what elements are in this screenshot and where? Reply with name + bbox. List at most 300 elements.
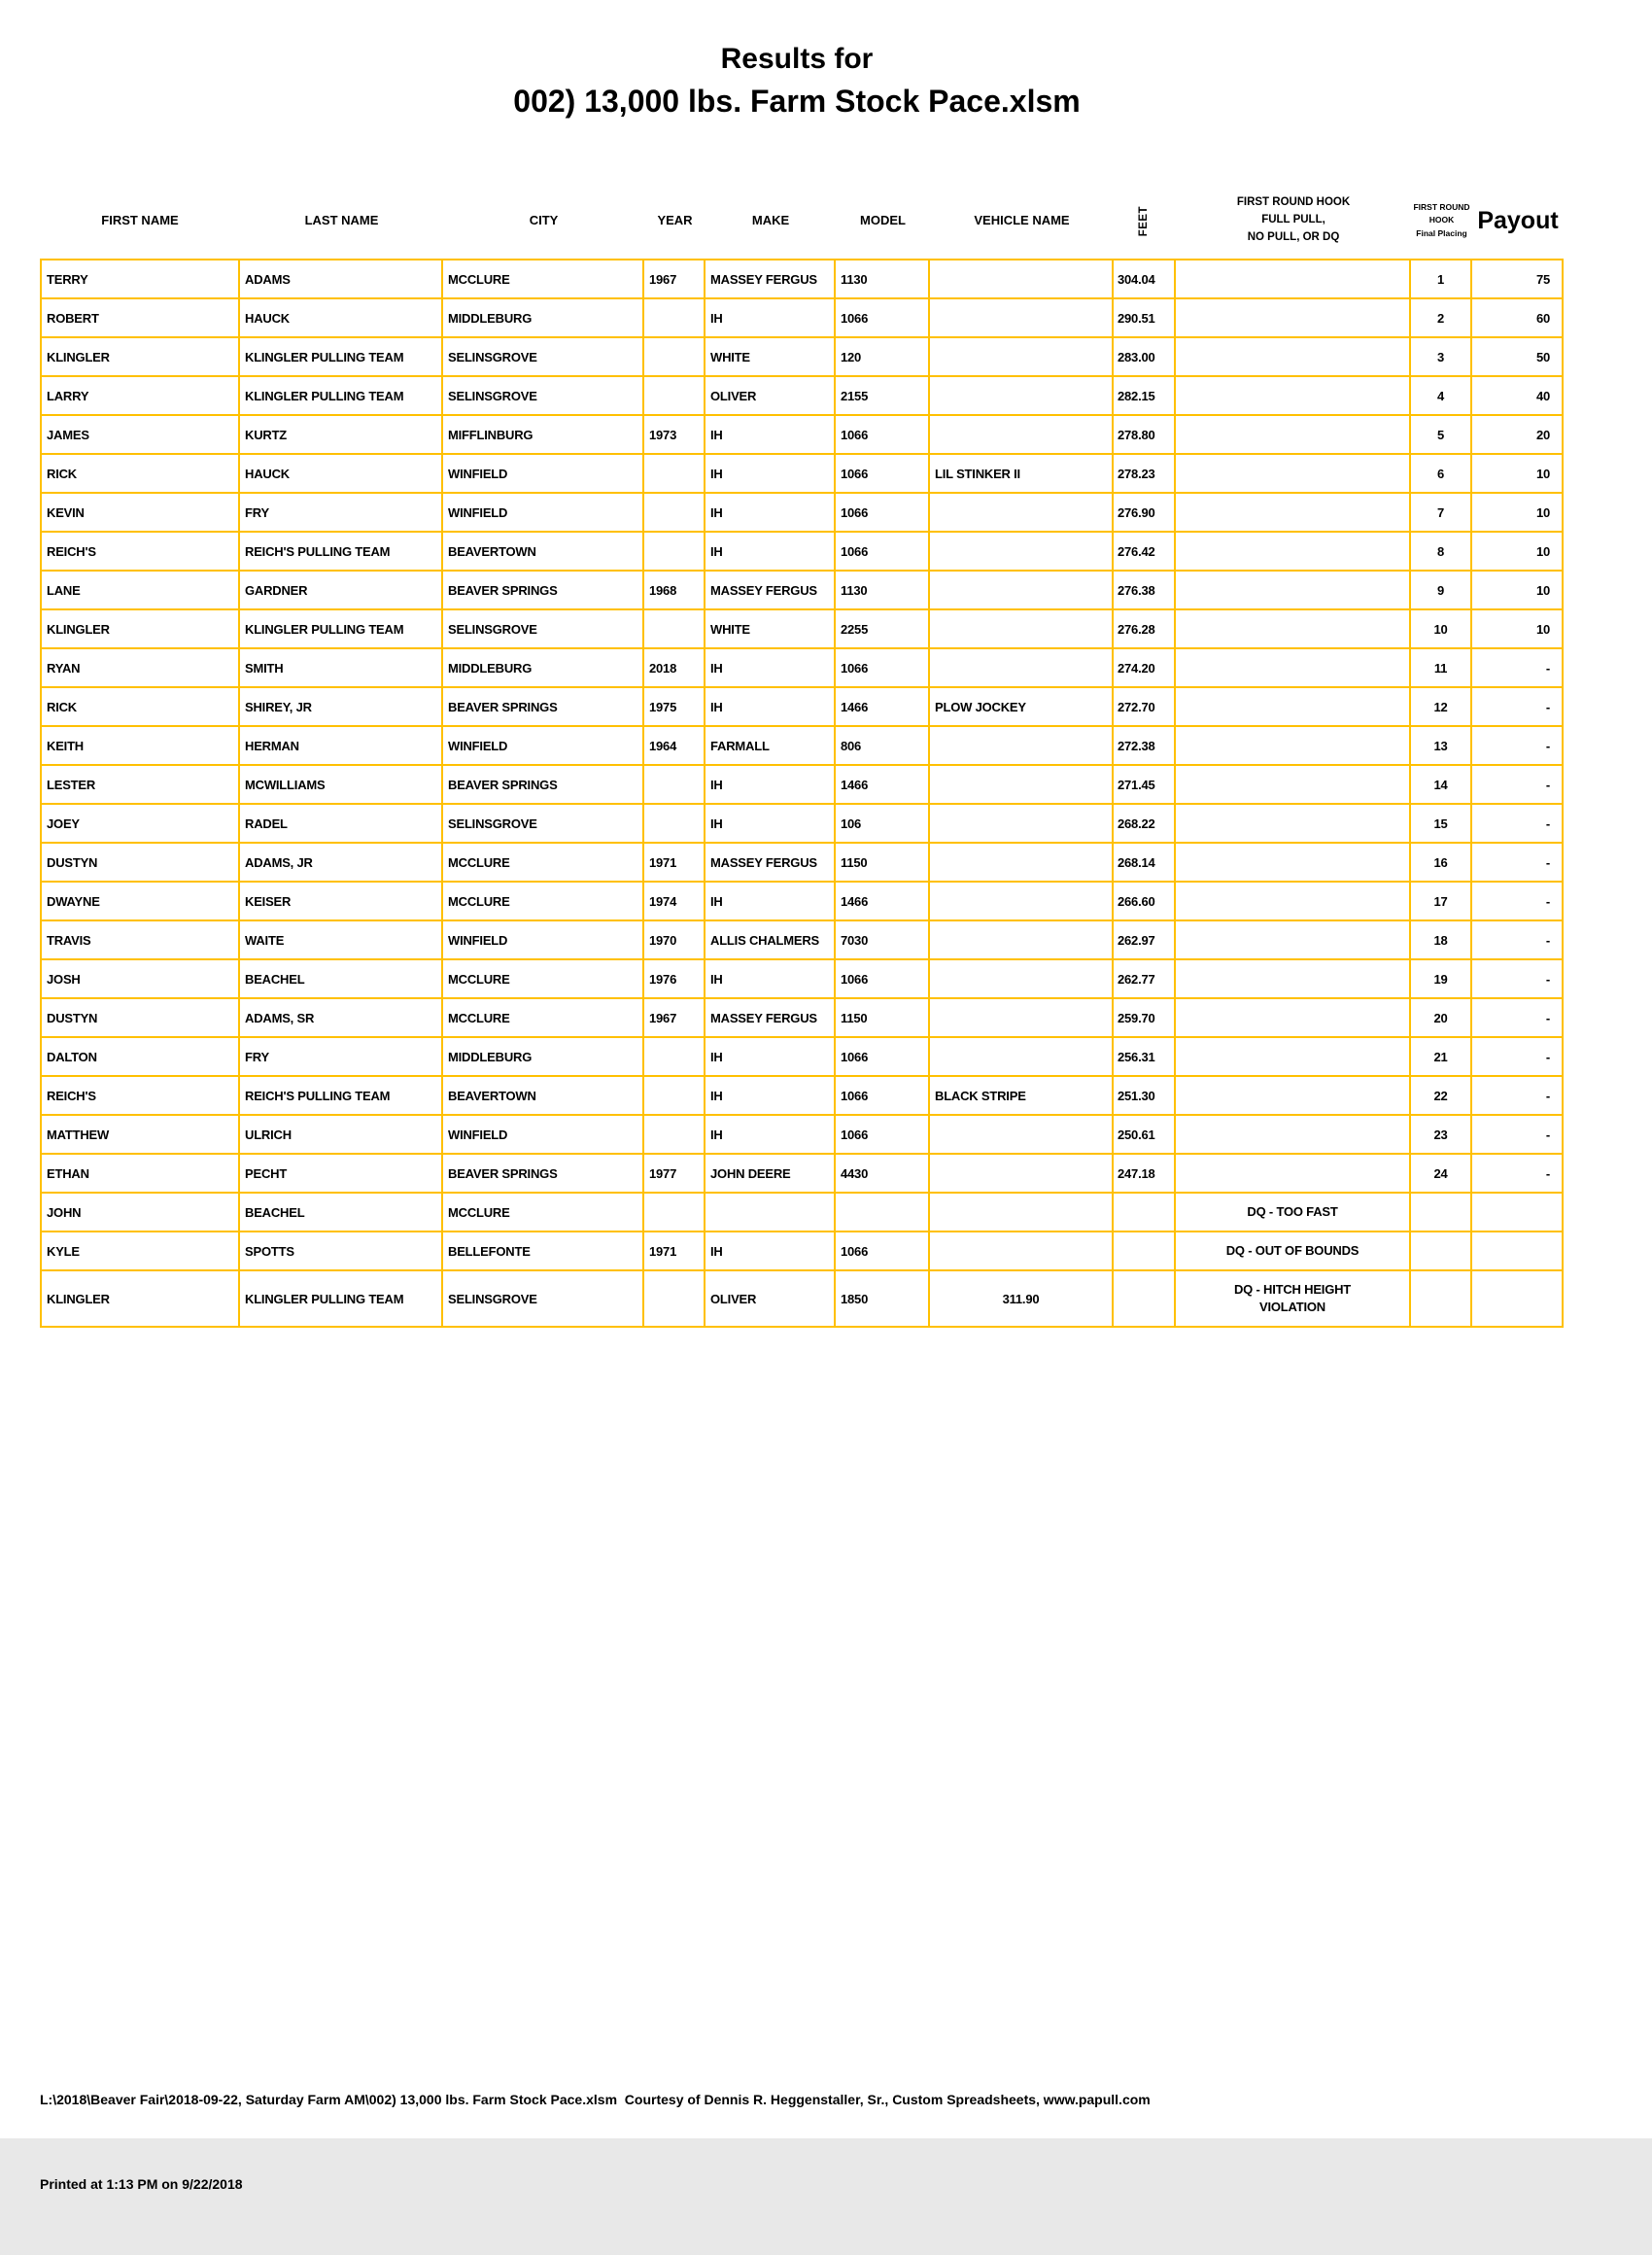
cell-year — [644, 338, 706, 375]
cell-feet: 274.20 — [1114, 649, 1176, 686]
table-row — [42, 921, 1562, 960]
cell-city: MIDDLEBURG — [443, 649, 644, 686]
dq-status-text: DQ - OUT OF BOUNDS — [1225, 1243, 1359, 1259]
cell-dq — [1176, 572, 1411, 608]
cell-make: IH — [706, 1077, 836, 1114]
cell-payout: 10 — [1535, 621, 1550, 637]
cell-place: 6 — [1411, 455, 1472, 492]
cell-year — [644, 533, 706, 570]
cell-last: RADEL — [240, 805, 443, 842]
column-header-payout: Payout — [1477, 206, 1559, 234]
cell-dq — [1176, 960, 1411, 997]
cell-dq — [1176, 299, 1411, 336]
cell-city: MCCLURE — [443, 844, 644, 881]
cell-feet: 276.28 — [1114, 610, 1176, 647]
cell-first: JOHN — [42, 1194, 240, 1231]
cell-first: DWAYNE — [42, 883, 240, 919]
table-row — [42, 1194, 1562, 1232]
cell-model: 1066 — [836, 649, 930, 686]
cell-city: MCCLURE — [443, 883, 644, 919]
cell-last: REICH'S PULLING TEAM — [240, 1077, 443, 1114]
cell-dq — [1176, 455, 1411, 492]
cell-city: BEAVERTOWN — [443, 533, 644, 570]
cell-first: LESTER — [42, 766, 240, 803]
cell-first: JOSH — [42, 960, 240, 997]
cell-first: DALTON — [42, 1038, 240, 1075]
cell-model: 120 — [836, 338, 930, 375]
cell-payout: 10 — [1535, 543, 1550, 559]
table-row — [42, 1232, 1562, 1271]
cell-model: 4430 — [836, 1155, 930, 1192]
footer-printed-line: Printed at 1:13 PM on 9/22/2018 — [40, 2176, 243, 2192]
cell-first: DUSTYN — [42, 844, 240, 881]
cell-place: 11 — [1411, 649, 1472, 686]
cell-dq — [1176, 883, 1411, 919]
table-row — [42, 299, 1562, 338]
cell-dq — [1176, 999, 1411, 1036]
hook-header-line2: FULL PULL, — [1261, 214, 1325, 226]
cell-payout: - — [1545, 971, 1550, 987]
cell-year — [644, 455, 706, 492]
cell-year — [644, 1038, 706, 1075]
cell-city: MCCLURE — [443, 1194, 644, 1231]
cell-city: MCCLURE — [443, 960, 644, 997]
cell-model: 1466 — [836, 766, 930, 803]
cell-feet: 256.31 — [1114, 1038, 1176, 1075]
feet-rotated-label: FEET — [1138, 206, 1151, 237]
cell-feet — [1114, 1194, 1176, 1231]
cell-dq — [1176, 377, 1411, 414]
cell-year — [644, 610, 706, 647]
cell-place: 12 — [1411, 688, 1472, 725]
column-header-feet — [1114, 206, 1176, 237]
cell-dq — [1176, 805, 1411, 842]
cell-payout: 10 — [1535, 504, 1550, 520]
cell-feet: 262.97 — [1114, 921, 1176, 958]
cell-vehicle — [930, 338, 1114, 375]
cell-year: 1977 — [644, 1155, 706, 1192]
cell-vehicle — [930, 883, 1114, 919]
cell-year: 1967 — [644, 260, 706, 297]
cell-city: BEAVER SPRINGS — [443, 688, 644, 725]
cell-vehicle — [930, 377, 1114, 414]
cell-model: 106 — [836, 805, 930, 842]
cell-year — [644, 805, 706, 842]
cell-make: IH — [706, 649, 836, 686]
cell-model: 1066 — [836, 960, 930, 997]
cell-feet: 283.00 — [1114, 338, 1176, 375]
cell-vehicle — [930, 999, 1114, 1036]
report-title: Results for — [720, 43, 874, 75]
cell-city: SELINSGROVE — [443, 1271, 644, 1326]
cell-payout: - — [1545, 1165, 1550, 1181]
cell-year: 2018 — [644, 649, 706, 686]
cell-model: 2255 — [836, 610, 930, 647]
cell-city: WINFIELD — [443, 921, 644, 958]
cell-payout: 40 — [1535, 388, 1550, 403]
cell-dq — [1176, 260, 1411, 297]
cell-place: 24 — [1411, 1155, 1472, 1192]
cell-city: MCCLURE — [443, 260, 644, 297]
cell-city: BEAVER SPRINGS — [443, 766, 644, 803]
cell-last: BEACHEL — [240, 960, 443, 997]
cell-vehicle — [930, 533, 1114, 570]
cell-payout: - — [1545, 699, 1550, 714]
cell-city: SELINSGROVE — [443, 377, 644, 414]
cell-make: MASSEY FERGUS — [706, 999, 836, 1036]
cell-year — [644, 299, 706, 336]
table-row — [42, 1077, 1562, 1116]
cell-vehicle: PLOW JOCKEY — [930, 688, 1114, 725]
cell-place: 7 — [1411, 494, 1472, 531]
cell-payout: 10 — [1535, 466, 1550, 481]
cell-year — [644, 377, 706, 414]
table-row — [42, 766, 1562, 805]
cell-payout: 10 — [1535, 582, 1550, 598]
cell-model: 1466 — [836, 883, 930, 919]
cell-make: IH — [706, 960, 836, 997]
cell-model: 7030 — [836, 921, 930, 958]
table-row — [42, 338, 1562, 377]
cell-place: 15 — [1411, 805, 1472, 842]
cell-place: 16 — [1411, 844, 1472, 881]
cell-make: WHITE — [706, 610, 836, 647]
column-header-final-placing — [1411, 201, 1472, 241]
cell-last: ADAMS, JR — [240, 844, 443, 881]
cell-model: 1066 — [836, 1232, 930, 1269]
cell-place — [1411, 1232, 1472, 1269]
cell-model: 1130 — [836, 572, 930, 608]
cell-vehicle — [930, 649, 1114, 686]
cell-last: ULRICH — [240, 1116, 443, 1153]
cell-last: SHIREY, JR — [240, 688, 443, 725]
cell-vehicle — [930, 260, 1114, 297]
cell-feet: 259.70 — [1114, 999, 1176, 1036]
cell-first: RICK — [42, 688, 240, 725]
cell-year — [644, 766, 706, 803]
cell-vehicle — [930, 960, 1114, 997]
cell-first: DUSTYN — [42, 999, 240, 1036]
cell-model: 1466 — [836, 688, 930, 725]
cell-feet — [1114, 1271, 1176, 1326]
cell-vehicle — [930, 805, 1114, 842]
cell-place: 21 — [1411, 1038, 1472, 1075]
table-row — [42, 1116, 1562, 1155]
cell-city: MIFFLINBURG — [443, 416, 644, 453]
cell-city: BEAVERTOWN — [443, 1077, 644, 1114]
cell-model: 1066 — [836, 299, 930, 336]
cell-place — [1411, 1194, 1472, 1231]
cell-make: IH — [706, 533, 836, 570]
placing-header-line1: FIRST ROUND — [1413, 201, 1470, 212]
cell-last: REICH'S PULLING TEAM — [240, 533, 443, 570]
cell-city: BEAVER SPRINGS — [443, 1155, 644, 1192]
cell-dq — [1176, 1077, 1411, 1114]
cell-place: 5 — [1411, 416, 1472, 453]
cell-model: 1066 — [836, 1077, 930, 1114]
cell-year — [644, 1271, 706, 1326]
cell-first: LARRY — [42, 377, 240, 414]
cell-payout — [1472, 1232, 1562, 1269]
cell-first: KYLE — [42, 1232, 240, 1269]
cell-make: OLIVER — [706, 1271, 836, 1326]
cell-vehicle: LIL STINKER II — [930, 455, 1114, 492]
cell-dq — [1176, 766, 1411, 803]
cell-vehicle — [930, 572, 1114, 608]
cell-payout: - — [1545, 777, 1550, 792]
table-row — [42, 883, 1562, 921]
cell-place: 8 — [1411, 533, 1472, 570]
cell-first: REICH'S — [42, 1077, 240, 1114]
table-row — [42, 1038, 1562, 1077]
cell-city: MIDDLEBURG — [443, 1038, 644, 1075]
cell-feet: 276.42 — [1114, 533, 1176, 570]
table-row — [42, 805, 1562, 844]
cell-vehicle — [930, 610, 1114, 647]
cell-city: WINFIELD — [443, 455, 644, 492]
cell-first: KLINGLER — [42, 610, 240, 647]
table-row — [42, 688, 1562, 727]
cell-last: KURTZ — [240, 416, 443, 453]
cell-feet: 290.51 — [1114, 299, 1176, 336]
cell-vehicle — [930, 1116, 1114, 1153]
cell-dq — [1176, 416, 1411, 453]
cell-first: RYAN — [42, 649, 240, 686]
cell-model: 2155 — [836, 377, 930, 414]
cell-feet: 266.60 — [1114, 883, 1176, 919]
cell-dq — [1176, 1116, 1411, 1153]
cell-dq — [1176, 1232, 1411, 1269]
cell-feet: 272.70 — [1114, 688, 1176, 725]
cell-last: ADAMS — [240, 260, 443, 297]
cell-make: MASSEY FERGUS — [706, 844, 836, 881]
cell-dq — [1176, 649, 1411, 686]
column-header-first-round-hook — [1176, 194, 1411, 246]
cell-year: 1970 — [644, 921, 706, 958]
cell-first: JOEY — [42, 805, 240, 842]
cell-year: 1973 — [644, 416, 706, 453]
cell-make: IH — [706, 1038, 836, 1075]
table-row — [42, 572, 1562, 610]
cell-last: HAUCK — [240, 455, 443, 492]
cell-feet: 262.77 — [1114, 960, 1176, 997]
cell-place: 1 — [1411, 260, 1472, 297]
cell-make: MASSEY FERGUS — [706, 260, 836, 297]
cell-first: LANE — [42, 572, 240, 608]
cell-vehicle — [930, 1155, 1114, 1192]
table-row — [42, 649, 1562, 688]
hook-header-line3: NO PULL, OR DQ — [1247, 230, 1340, 243]
cell-feet — [1114, 1232, 1176, 1269]
cell-city: MCCLURE — [443, 999, 644, 1036]
cell-feet: 250.61 — [1114, 1116, 1176, 1153]
cell-feet: 282.15 — [1114, 377, 1176, 414]
cell-place: 13 — [1411, 727, 1472, 764]
cell-make: IH — [706, 805, 836, 842]
cell-first: KLINGLER — [42, 1271, 240, 1326]
cell-dq — [1176, 1038, 1411, 1075]
cell-payout: - — [1545, 893, 1550, 909]
cell-first: TERRY — [42, 260, 240, 297]
cell-make: JOHN DEERE — [706, 1155, 836, 1192]
cell-last: HERMAN — [240, 727, 443, 764]
cell-dq — [1176, 1271, 1411, 1326]
cell-payout: - — [1545, 932, 1550, 948]
cell-model: 806 — [836, 727, 930, 764]
cell-payout — [1472, 1194, 1562, 1231]
cell-payout: - — [1545, 1088, 1550, 1103]
report-footer — [40, 2030, 1151, 2255]
cell-feet: 276.38 — [1114, 572, 1176, 608]
cell-city: SELINSGROVE — [443, 610, 644, 647]
cell-model — [836, 1194, 930, 1231]
cell-vehicle — [930, 921, 1114, 958]
cell-payout: - — [1545, 1010, 1550, 1025]
cell-last: MCWILLIAMS — [240, 766, 443, 803]
cell-vehicle: BLACK STRIPE — [930, 1077, 1114, 1114]
cell-make — [706, 1194, 836, 1231]
cell-feet: 251.30 — [1114, 1077, 1176, 1114]
cell-first: KLINGLER — [42, 338, 240, 375]
cell-place: 9 — [1411, 572, 1472, 608]
cell-feet: 247.18 — [1114, 1155, 1176, 1192]
cell-last: KLINGLER PULLING TEAM — [240, 377, 443, 414]
cell-make: IH — [706, 1116, 836, 1153]
table-row — [42, 377, 1562, 416]
cell-place: 23 — [1411, 1116, 1472, 1153]
cell-first: KEITH — [42, 727, 240, 764]
results-table-body — [40, 259, 1564, 1328]
cell-payout: - — [1545, 660, 1550, 676]
cell-model: 1066 — [836, 494, 930, 531]
cell-place: 4 — [1411, 377, 1472, 414]
cell-feet: 276.90 — [1114, 494, 1176, 531]
cell-last: GARDNER — [240, 572, 443, 608]
column-header-city: CITY — [529, 212, 559, 227]
cell-year: 1971 — [644, 1232, 706, 1269]
table-row — [42, 1271, 1562, 1326]
cell-last: KLINGLER PULLING TEAM — [240, 1271, 443, 1326]
column-header-last-name: LAST NAME — [304, 212, 379, 227]
table-row — [42, 533, 1562, 572]
cell-feet: 268.14 — [1114, 844, 1176, 881]
cell-city: WINFIELD — [443, 494, 644, 531]
cell-last: FRY — [240, 494, 443, 531]
cell-last: KEISER — [240, 883, 443, 919]
results-table-header — [40, 183, 1564, 259]
cell-feet: 278.80 — [1114, 416, 1176, 453]
cell-last: KLINGLER PULLING TEAM — [240, 610, 443, 647]
cell-first: ROBERT — [42, 299, 240, 336]
table-row — [42, 455, 1562, 494]
cell-payout — [1472, 1271, 1562, 1326]
cell-make: OLIVER — [706, 377, 836, 414]
table-row — [42, 999, 1562, 1038]
cell-year — [644, 1194, 706, 1231]
cell-model: 1150 — [836, 844, 930, 881]
dq-status-text: DQ - TOO FAST — [1247, 1204, 1338, 1220]
cell-first: MATTHEW — [42, 1116, 240, 1153]
report-subtitle: 002) 13,000 lbs. Farm Stock Pace.xlsm — [513, 84, 1081, 119]
cell-first: JAMES — [42, 416, 240, 453]
cell-place: 20 — [1411, 999, 1472, 1036]
cell-city: SELINSGROVE — [443, 338, 644, 375]
table-row — [42, 260, 1562, 299]
cell-feet: 268.22 — [1114, 805, 1176, 842]
cell-payout: - — [1545, 1127, 1550, 1142]
cell-last: SPOTTS — [240, 1232, 443, 1269]
cell-city: BELLEFONTE — [443, 1232, 644, 1269]
table-row — [42, 610, 1562, 649]
cell-make: FARMALL — [706, 727, 836, 764]
table-row — [42, 416, 1562, 455]
cell-vehicle — [930, 727, 1114, 764]
cell-dq — [1176, 727, 1411, 764]
cell-last: BEACHEL — [240, 1194, 443, 1231]
cell-dq — [1176, 688, 1411, 725]
cell-payout: 75 — [1535, 271, 1550, 287]
cell-year: 1968 — [644, 572, 706, 608]
cell-make: ALLIS CHALMERS — [706, 921, 836, 958]
column-header-first-name: FIRST NAME — [101, 212, 179, 227]
cell-dq — [1176, 610, 1411, 647]
cell-feet: 272.38 — [1114, 727, 1176, 764]
cell-last: PECHT — [240, 1155, 443, 1192]
cell-payout: - — [1545, 854, 1550, 870]
cell-vehicle — [930, 416, 1114, 453]
table-row — [42, 844, 1562, 883]
cell-model: 1066 — [836, 416, 930, 453]
table-row — [42, 1155, 1562, 1194]
cell-payout: - — [1545, 1049, 1550, 1064]
cell-vehicle — [930, 1194, 1114, 1231]
cell-make: IH — [706, 766, 836, 803]
cell-vehicle — [930, 299, 1114, 336]
hook-header-line1: FIRST ROUND HOOK — [1236, 196, 1351, 209]
cell-place: 2 — [1411, 299, 1472, 336]
cell-year — [644, 1116, 706, 1153]
cell-place: 19 — [1411, 960, 1472, 997]
cell-last: WAITE — [240, 921, 443, 958]
cell-place — [1411, 1271, 1472, 1326]
cell-make: IH — [706, 494, 836, 531]
cell-city: WINFIELD — [443, 1116, 644, 1153]
cell-payout: - — [1545, 738, 1550, 753]
cell-make: IH — [706, 883, 836, 919]
cell-year: 1971 — [644, 844, 706, 881]
table-row — [42, 494, 1562, 533]
cell-place: 18 — [1411, 921, 1472, 958]
cell-model: 1066 — [836, 1038, 930, 1075]
cell-payout: 60 — [1535, 310, 1550, 326]
cell-dq — [1176, 494, 1411, 531]
cell-make: IH — [706, 455, 836, 492]
cell-feet: 278.23 — [1114, 455, 1176, 492]
cell-make: IH — [706, 1232, 836, 1269]
cell-make: MASSEY FERGUS — [706, 572, 836, 608]
cell-city: WINFIELD — [443, 727, 644, 764]
results-table — [40, 183, 1564, 1328]
cell-year: 1967 — [644, 999, 706, 1036]
cell-vehicle — [930, 494, 1114, 531]
cell-model: 1130 — [836, 260, 930, 297]
cell-model: 1850 — [836, 1271, 930, 1326]
cell-last: KLINGLER PULLING TEAM — [240, 338, 443, 375]
cell-city: SELINSGROVE — [443, 805, 644, 842]
table-row — [42, 960, 1562, 999]
cell-first: TRAVIS — [42, 921, 240, 958]
cell-feet: 271.45 — [1114, 766, 1176, 803]
